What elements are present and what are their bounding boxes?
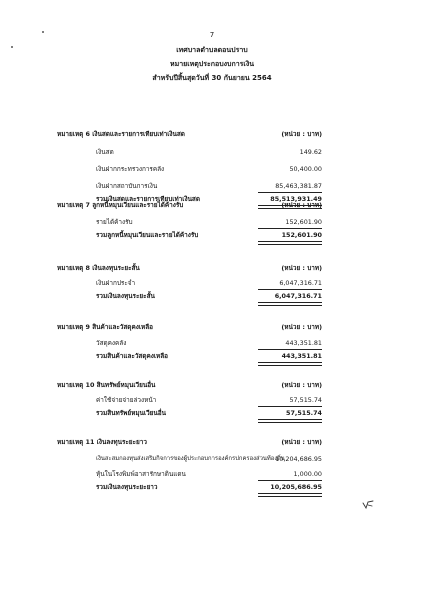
- total-label: รวมลูกหนี้หมุนเวียนและรายได้ค้างรับ: [96, 231, 199, 239]
- item-label: เงินฝากสถาบันการเงิน: [96, 182, 158, 190]
- line-item: [0, 146, 424, 158]
- item-value: 1,000.00: [293, 470, 322, 478]
- org-name: เทศบาลตำบลดอนปราบ: [176, 46, 248, 54]
- total-row: [0, 407, 424, 419]
- note-title: หมายเหตุ 11 เงินลงทุนระยะยาว: [57, 438, 147, 446]
- period-line: สำหรับปีสิ้นสุดวันที่ 30 กันยายน 2564: [152, 74, 272, 82]
- note-title: หมายเหตุ 8 เงินลงทุนระยะสั้น: [57, 264, 140, 272]
- item-value: 50,400.00: [289, 165, 322, 173]
- total-label: รวมเงินลงทุนระยะยาว: [96, 483, 158, 491]
- note-title-row: [0, 199, 424, 211]
- item-value: 6,047,316.71: [279, 279, 322, 287]
- total-label: รวมเงินลงทุนระยะสั้น: [96, 292, 155, 300]
- document-title: หมายเหตุประกอบงบการเงิน: [169, 60, 255, 68]
- double-underline: [258, 302, 322, 306]
- total-value: 152,601.90: [281, 231, 322, 239]
- note-title: หมายเหตุ 6 เงินสดและรายการเทียบเท่าเงินสด: [57, 130, 185, 138]
- note-title-row: [0, 436, 424, 448]
- double-underline: [258, 362, 322, 366]
- unit-label: (หน่วย : บาท): [281, 264, 322, 272]
- unit-label: (หน่วย : บาท): [281, 438, 322, 446]
- handwritten-initial-mark: [362, 500, 374, 510]
- unit-label: (หน่วย : บาท): [281, 381, 322, 389]
- item-value: 10,204,686.95: [275, 455, 322, 463]
- line-item: [0, 337, 424, 349]
- item-value: 443,351.81: [285, 339, 322, 347]
- total-label: รวมสินทรัพย์หมุนเวียนอื่น: [96, 409, 166, 417]
- total-value: 85,513,931.49: [270, 195, 322, 203]
- total-value: 6,047,316.71: [274, 292, 322, 300]
- line-item: [0, 453, 424, 465]
- note-title: หมายเหตุ 10 สินทรัพย์หมุนเวียนอื่น: [57, 381, 156, 389]
- line-item: [0, 216, 424, 228]
- item-label: หุ้นในโรงพิมพ์อาสารักษาดินแดน: [96, 470, 186, 478]
- unit-label: (หน่วย : บาท): [281, 323, 322, 331]
- line-item: [0, 163, 424, 175]
- page-number: 7: [209, 31, 215, 39]
- line-item: [0, 468, 424, 480]
- total-row: [0, 350, 424, 362]
- total-row: [0, 229, 424, 241]
- double-underline: [258, 493, 322, 497]
- note-title-row: [0, 321, 424, 333]
- item-label: ค่าใช้จ่ายจ่ายล่วงหน้า: [96, 396, 157, 404]
- total-value: 10,205,686.95: [270, 483, 322, 491]
- line-item: [0, 277, 424, 289]
- item-label: รายได้ค้างรับ: [96, 218, 133, 226]
- unit-label: (หน่วย : บาท): [281, 130, 322, 138]
- note-title-row: [0, 379, 424, 391]
- line-item: [0, 394, 424, 406]
- item-value: 57,515.74: [289, 396, 322, 404]
- note-title-row: [0, 128, 424, 140]
- total-value: 57,515.74: [286, 409, 322, 417]
- total-value: 443,351.81: [281, 352, 322, 360]
- note-title: หมายเหตุ 9 สินค้าและวัสดุคงเหลือ: [57, 323, 153, 331]
- line-item: [0, 180, 424, 192]
- item-label: วัสดุคงคลัง: [96, 339, 127, 347]
- item-label: เงินสด: [96, 148, 114, 156]
- item-label: เงินฝากกระทรวงการคลัง: [96, 165, 165, 173]
- item-label: เงินสะสมกองทุนส่งเสริมกิจการของผู้ประกอบการองค์กรปกครองส่วนท้องถิ่น: [96, 456, 285, 462]
- item-label: เงินฝากประจำ: [96, 279, 136, 287]
- total-row: [0, 481, 424, 493]
- scan-speck: [11, 46, 13, 48]
- item-value: 149.62: [299, 148, 322, 156]
- item-value: 85,463,381.87: [275, 182, 322, 190]
- unit-label: (หน่วย : บาท): [281, 201, 322, 209]
- total-row: [0, 290, 424, 302]
- total-label: รวมสินค้าและวัสดุคงเหลือ: [96, 352, 169, 360]
- scan-speck: [42, 31, 44, 33]
- item-value: 152,601.90: [285, 218, 322, 226]
- double-underline: [258, 241, 322, 245]
- note-title-row: [0, 262, 424, 274]
- note-title: หมายเหตุ 7 ลูกหนี้หมุนเวียนและรายได้ค้างรับ: [57, 201, 184, 209]
- total-label: รวมเงินสดและรายการเทียบเท่าเงินสด: [96, 195, 200, 203]
- double-underline: [258, 419, 322, 423]
